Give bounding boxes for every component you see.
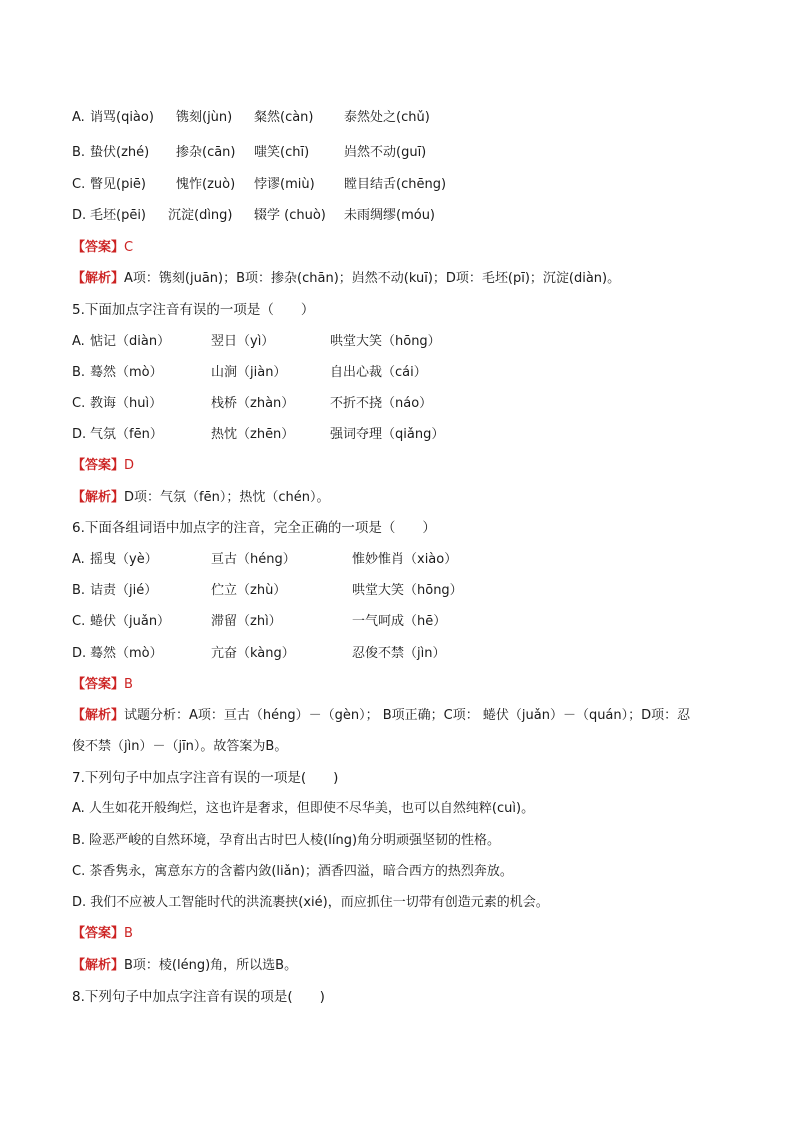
- q5-answer: 【答案】D: [72, 458, 135, 473]
- q7-option-d: D. 我们不应被人工智能时代的洪流裹挟(xié)，而应抓住一切带有创造元素的机会。: [72, 895, 549, 910]
- q7-option-c: C. 茶香隽永，寓意东方的含蓄内敛(liǎn)；酒香四溢，暗合西方的热烈奔放。: [72, 864, 513, 879]
- q7-answer: 【答案】B: [72, 926, 133, 941]
- q8-title: 8.下列句子中加点字注音有误的项是( ): [72, 989, 325, 1005]
- q7-analysis: 【解析】B项：棱(léng)角，所以选B。: [72, 958, 298, 973]
- q4-analysis: 【解析】A项：镌刻(juān)；B项：掺杂(chān)；岿然不动(kuī)；D项：毛坯(pī)；沉淀(diàn)。: [72, 271, 621, 286]
- document-page: A. 诮骂(qiào) 镌刻(jùn) 粲然(càn) 泰然处之(chǔ) B. 蛰伏(zhé) 掺杂(cān) 嗤笑(chī) 岿然不动(guī) C. 瞥见(piē) 愧怍(zuò) 悖谬(miù) 瞠目结舌(chēng) D. 毛坯(pēi) 沉淀(dìng) 辍学 (chuò) 未雨绸缪(móu) 【答案】C 【解析】A项：镌刻(juān)；B项：掺杂(chān)；岿然不动(kuī)；D项：毛坯(pī)；沉淀(diàn)。 5.下面加点字注音有误的一项是（ ） A. 惦记（diàn） 翌日（yì） 哄堂大笑（hōng） B. 蓦然（mò） 山涧（jiàn） 自出心裁（cái） C. 教诲（huì） 栈桥（zhàn） 不折不挠（náo） D. 气氛（fēn） 热忱（zhēn） 强词夺理（qiǎng） 【答案】D 【解析】D项：气氛（fēn）；热忱（chén）。 6.下面各组词语中加点字的注音，完全正确的一项是（ ） A. 摇曳（yè） 亘古（héng） 惟妙惟肖（xiào） B. 诘责（jié） 伫立（zhù） 哄堂大笑（hōng） C. 蜷伏（juǎn） 滞留（zhì） 一气呵成（hē） D. 蓦然（mò） 亢奋（kàng） 忍俊不禁（jìn） 【答案】B 【解析】试题分析：A项：亘古（héng）－（gèn）； B项正确；C项： 蜷伏（juǎn）－（quán）；D项：忍 俊不禁（jìn）－（jīn）。故答案为B。 7.下列句子中加点字注音有误的一项是( ) A. 人生如花开般绚烂，这也许是奢求，但即使不尽华美，也可以自然纯粹(cuì)。 B. 险恶严峻的自然环境，孕育出古时巴人棱(líng)角分明顽强坚韧的性格。 C. 茶香隽永，寓意东方的含蓄内敛(liǎn)；酒香四溢，暗合西方的热烈奔放。 D. 我们不应被人工智能时代的洪流裹挟(xié)，而应抓住一切带有创造元素的机会。 【答案】B 【解析】B项：棱(léng)角，所以选B。 8.下列句子中加点字注音有误的项是( ): [72, 110, 691, 1005]
- q7-option-a: A. 人生如花开般绚烂，这也许是奢求，但即使不尽华美，也可以自然纯粹(cuì)。: [72, 801, 535, 816]
- q6-title: 6.下面各组词语中加点字的注音，完全正确的一项是（ ）: [72, 520, 436, 536]
- q7-option-b: B. 险恶严峻的自然环境，孕育出古时巴人棱(líng)角分明顽强坚韧的性格。: [72, 833, 501, 848]
- q4-answer: 【答案】C: [72, 240, 134, 255]
- q6-analysis-cont: 俊不禁（jìn）－（jīn）。故答案为B。: [72, 739, 288, 754]
- q5-title: 5.下面加点字注音有误的一项是（ ）: [72, 302, 315, 318]
- q7-title: 7.下列句子中加点字注音有误的一项是( ): [72, 770, 339, 786]
- q6-analysis: 【解析】试题分析：A项：亘古（héng）－（gèn）； B项正确；C项： 蜷伏（juǎn）－（quán）；D项：忍: [72, 708, 691, 723]
- q6-answer: 【答案】B: [72, 677, 133, 692]
- q5-analysis: 【解析】D项：气氛（fēn）；热忱（chén）。: [72, 490, 330, 505]
